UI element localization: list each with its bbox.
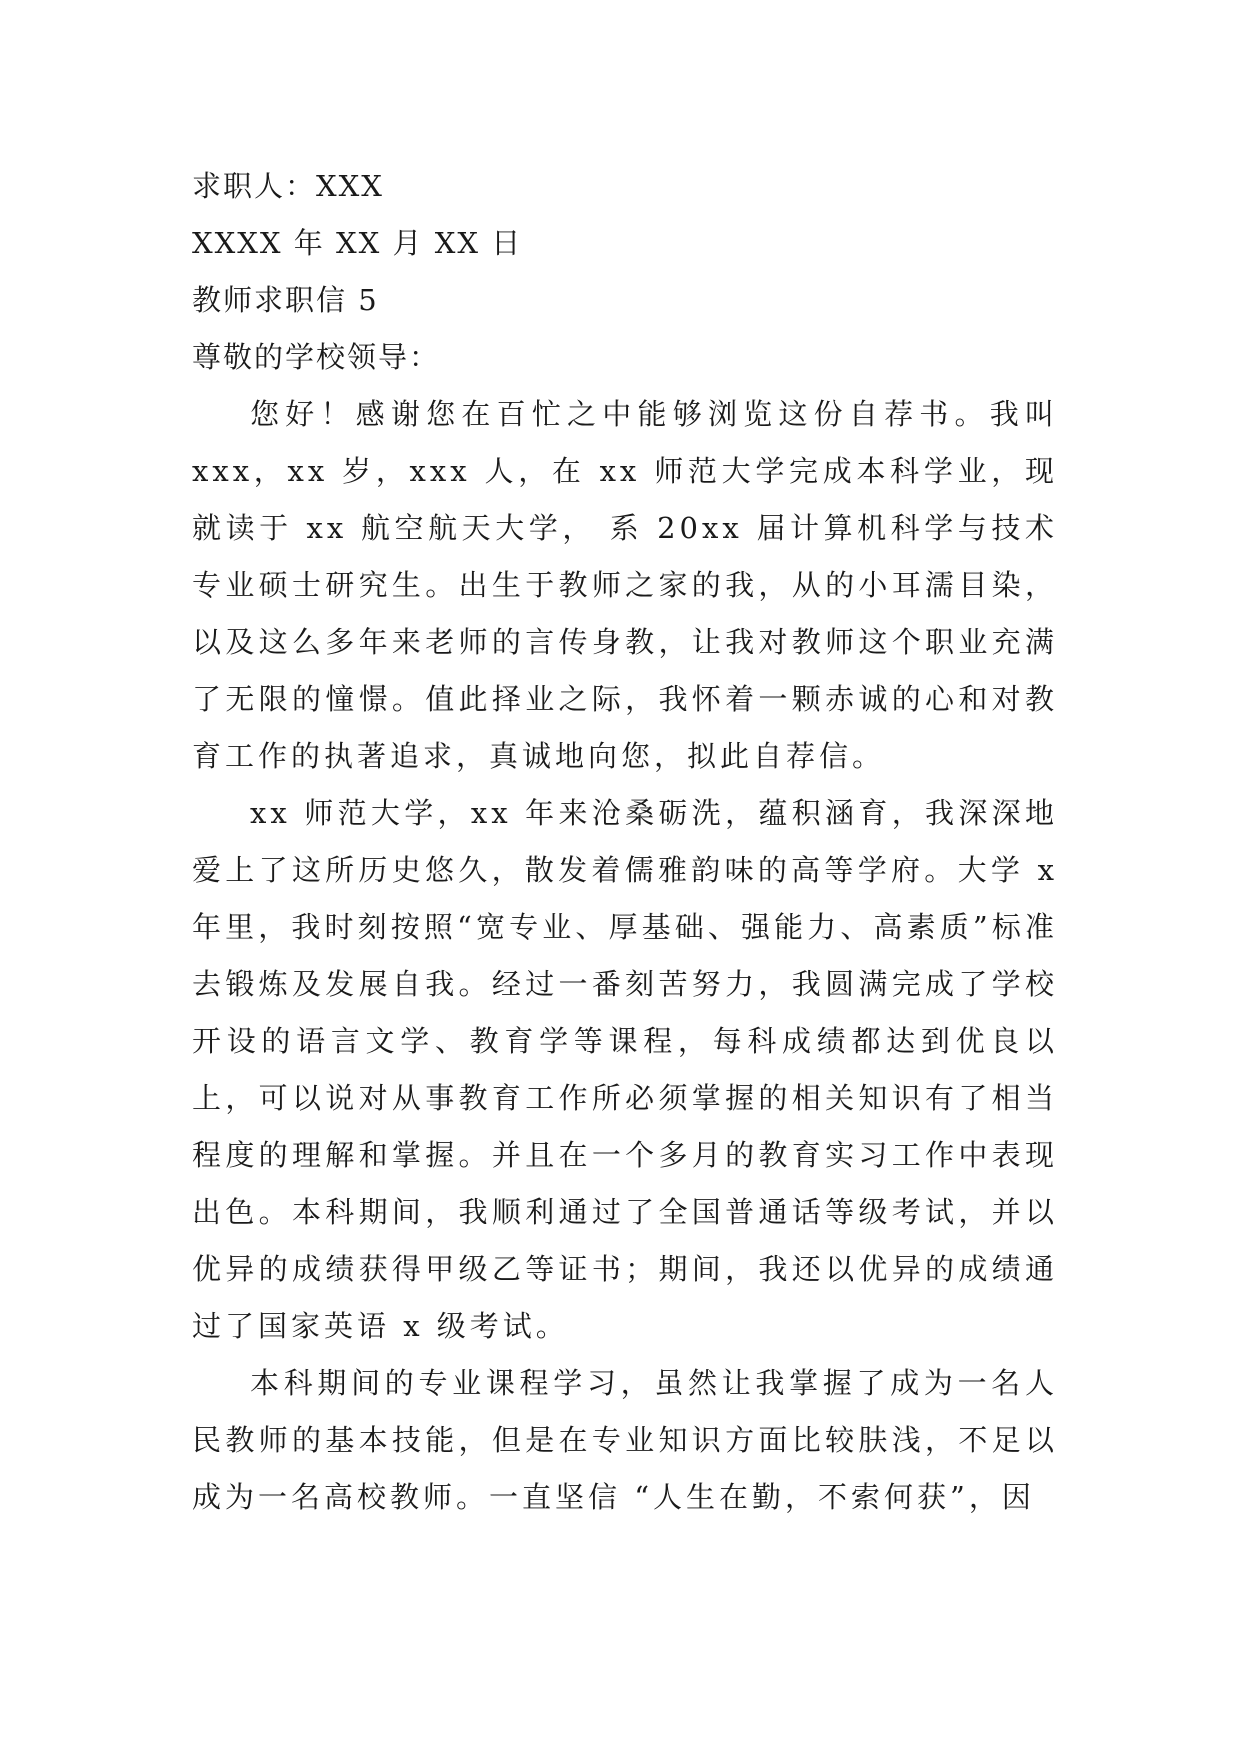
paragraph-graduate-study: 本科期间的专业课程学习，虽然让我掌握了成为一名人民教师的基本技能，但是在专业知识方面比较肤浅，不足以成为一名高校教师。一直坚信 “人生在勤，不索何获”，因 <box>192 1366 1058 1514</box>
applicant-line: 求职人：XXX <box>192 169 384 203</box>
date-line: XXXX 年 XX 月 XX 日 <box>192 226 523 260</box>
letter-heading: 教师求职信 5 <box>192 283 379 317</box>
document-body <box>192 158 1058 1526</box>
paragraph-university: xx 师范大学，xx 年来沧桑砺洗，蕴积涵育，我深深地爱上了这所历史悠久，散发着儒雅韵味的高等学府。大学 x 年里，我时刻按照“宽专业、厚基础、强能力、高素质”标准去锻炼及发展自我。经过一番刻苦努力，我圆满完成了学校开设的语言文学、教育学等课程，每科成绩都达到优良以上，可以说对从事教育工作所必须掌握的相关知识有了相当程度的理解和掌握。并且在一个多月的教育实习工作中表现出色。本科期间，我顺利通过了全国普通话等级考试，并以优异的成绩获得甲级乙等证书；期间，我还以优异的成绩通过了国家英语 x 级考试。 <box>192 796 1058 1343</box>
salutation: 尊敬的学校领导： <box>192 340 441 374</box>
paragraph-introduction: 您好！感谢您在百忙之中能够浏览这份自荐书。我叫 xxx，xx 岁，xxx 人，在 xx 师范大学完成本科学业，现就读于 xx 航空航天大学， 系 20xx 届计算机科学与技术专业硕士研究生。出生于教师之家的我，从的小耳濡目染，以及这么多年来老师的言传身教，让我对教师这个职业充满了无限的憧憬。值此择业之际，我怀着一颗赤诚的心和对教育工作的执著追求，真诚地向您，拟此自荐信。 <box>192 397 1058 773</box>
